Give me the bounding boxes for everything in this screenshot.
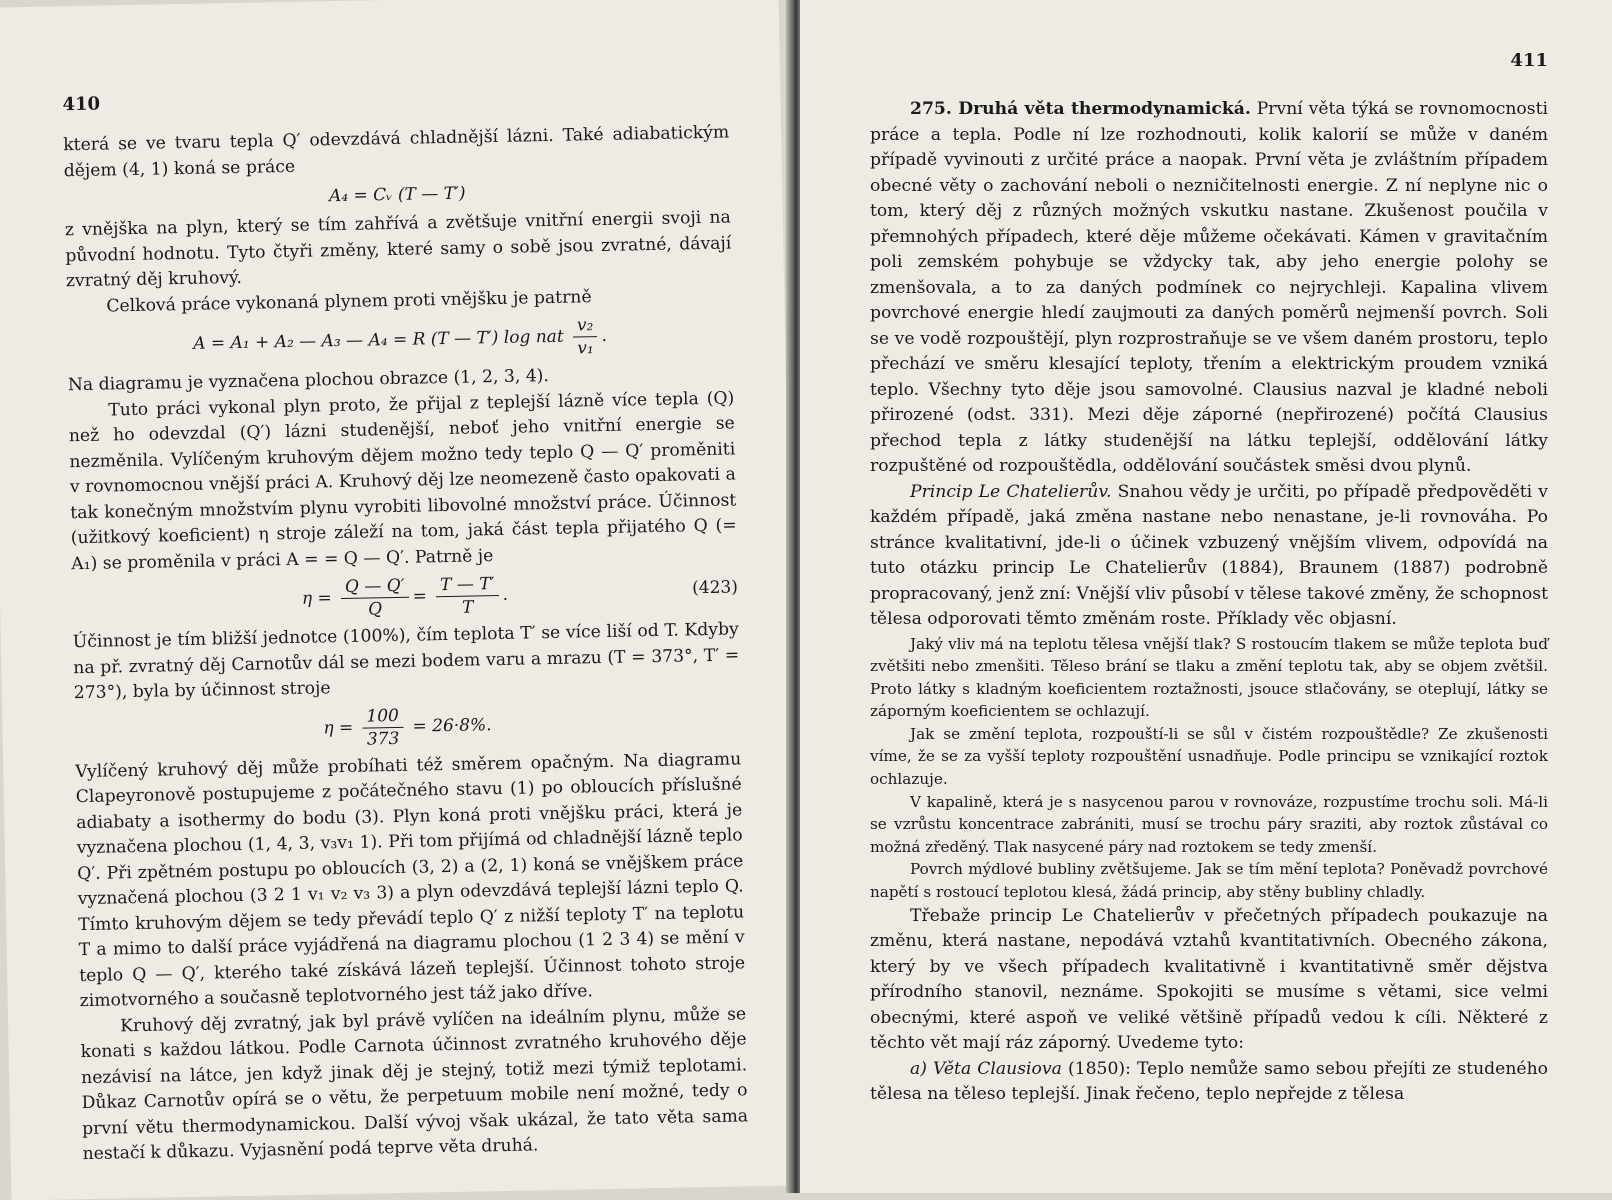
paragraph-lead: a) Věta Clausiova — [910, 1058, 1062, 1079]
numerator: v₂ — [573, 314, 598, 337]
right-page — [800, 0, 1612, 1193]
fraction — [436, 573, 499, 619]
paragraph-lead: Princip Le Chatelierův. — [910, 481, 1112, 502]
paragraph-text: (1850): Teplo nemůže samo sebou přejíti ze studeného tělesa na těleso teplejší. Jinak řečeno, teplo nepřejde z tělesa — [870, 1058, 1548, 1105]
paragraph: Třebaže princip Le Chatelierův v přečetných případech poukazuje na změnu, která nastane, nepodává vztahů kvantitativních. Obecného zákona, který by ve všech případech kvalitativně i kvantitativně směr dějstva přírodního stanovil, neznáme. Spokojiti se musíme s větami, sice velmi obecnými, které aspoň ve veliké většině případů vedou k cíli. Některé z těchto vět mají ráz záporný. Uvedeme tyto: — [870, 905, 1548, 1054]
equation-a4: A₄ = Cᵥ (T — T′) — [328, 183, 466, 207]
numerator: Q — Q′ — [341, 575, 409, 599]
page-number: 410 — [62, 93, 101, 116]
paragraph-text: Snahou vědy je určiti, po případě předpověděti v každém případě, jaká změna nastane nebo nenastane, je-li rovnováha. Po stránce kvalitativní, jde-li o účinek vzbuzený vnějším vlivem, odpovídá na tuto otázku princip Le Chatelierův (1884), Braunem (1887) podrobně propracovaný, jenž zní: Vnější vliv působí v tělese takové změny, že schopnost tělesa odporovati těmto změnám roste. Příklady věc objasní. — [870, 481, 1549, 629]
numerator: T — T′ — [436, 573, 499, 597]
paragraph — [870, 1057, 1548, 1108]
paragraph: Celková práce vykonaná plynem proti vnějšku je patrně — [106, 286, 592, 316]
paragraph: z vnějška na plyn, který se tím zahřívá a zvětšuje vnitřní energii svoji na původní hodnotu. Tyto čtyři změny, které samy o sobě jsou zvratné, dávají zvratný děj kruhový. — [64, 207, 732, 292]
example-paragraph: Jak se změní teplota, rozpouští-li se sůl v čistém rozpouštědle? Ze zkušenosti víme, že se za vyšší teploty rozpouštění usnadňuje. Podle principu se vznikající roztok ochlazuje. — [870, 724, 1548, 789]
example-paragraph: V kapalině, která je s nasycenou parou v rovnováze, rozpustíme trochu soli. Má-li se vzrůstu koncentrace zabrániti, musí se trochu páry sraziti, aby roztok zůstával co možná zředěný. Tlak nasycené páry nad roztokem se tedy zmenší. — [870, 792, 1548, 856]
fraction — [341, 575, 409, 621]
paragraph: Na diagramu je vyznačena plochou obrazce (1, 2, 3, 4). — [67, 366, 550, 396]
fraction — [362, 704, 403, 750]
equation-number: (423) — [691, 577, 739, 599]
denominator: v₁ — [577, 338, 594, 359]
fraction — [573, 314, 598, 359]
equation-lhs: η = — [301, 588, 332, 609]
example-paragraph: Jaký vliv má na teplotu tělesa vnější tlak? S rostoucím tlakem se může teplota buď zvětšiti nebo zmenšiti. Těleso brání se tlaku a změní teplotu tak, aby se objem zvětšil. Proto látky s kladným koeficientem roztažnosti, jsouce stlačovány, se oteplují, látky se záporným koeficientem se ochlazují. — [870, 634, 1548, 721]
paragraph: Účinnost je tím bližší jednotce (100%), čím teplota T′ se více liší od T. Kdyby na př. zvratný děj Carnotův dál se mezi bodem varu a mrazu (T = 373°, T′ = 273°), byla by účinnost stroje — [72, 619, 740, 704]
section-paragraph — [870, 97, 1548, 480]
paragraph: Kruhový děj zvratný, jak byl právě vylíčen na ideálním plynu, může se konati s každou látkou. Podle Carnota účinnost zvratného kruhového děje nezávisí na látce, jen když jinak děj je stejný, totiž mezi týmiž teplotami. Důkaz Carnotův opírá se o větu, že perpetuum mobile není možné, tedy o první větu thermodynamickou. Další vývoj však ukázal, že tato věta sama nestačí k důkazu. Vyjasnění podá teprve věta druhá. — [80, 1003, 749, 1165]
paragraph-text: První věta týká se rovnomocnosti práce a tepla. Podle ní lze rozhodnouti, kolik kalorií se může v daném případě vyvinouti z určité práce a naopak. První věta je zvláštním případem obecné věty o zachování neboli o nezničitelnosti energie. Z ní neplyne nic o tom, který děj z různých možných vskutku nastane. Zkušenost poučila v přemnohých případech, které děje můžeme očekávati. Kámen v gravitačním poli zemském pohybuje se vždycky tak, aby jeho energie polohy se zmenšovala, a to za daných podmínek co nejrychleji. Kapalina vlivem povrchové energie hledí zaujmouti za daných poměrů nejmenší povrch. Soli se ve vodě rozpouštějí, plyn rozprostraňuje se ve všem daném prostoru, teplo přechází ve směru klesající teploty, třením a elektrickým proudem vzniká teplo. Všechny tyto děje jsou samovolné. Clausius nazval je kladné neboli přirozené (odst. 331). Mezi děje záporné (nepřirozené) počítá Clausius přechod tepla z látky studenější na látku teplejší, oddělování látky rozpuštěné od rozpouštědla, oddělování součástek směsi dvou plynů. — [870, 99, 1548, 476]
paragraph: Vylíčený kruhový děj může probíhati též směrem opačným. Na diagramu Clapeyronově postupujeme z počátečného stavu (1) po obloucích příslušné adiabaty a isothermy do bodu (3). Plyn koná proti vnějšku práci, která je vyznačena plochou (1, 4, 3, v₃v₁ 1). Při tom přijímá od chladnější lázně teplo Q′. Při zpětném postupu po obloucích (3, 2) a (2, 1) koná se vnějškem práce vyznačená plochou (3 2 1 v₁ v₂ v₃ 3) a plyn odevzdává teplejší lázni teplo Q. Tímto kruhovým dějem se tedy převádí teplo Q′ z nižší teploty T′ na teplotu T a mimo to další práce vyjádřená na diagramu plochou (1 2 3 4) se mění v teplo Q — Q′, kterého také získává lázeň teplejší. Účinnost tohoto stroje zimotvorného a současně teplotvorného jest táž jako dříve. — [75, 748, 746, 1012]
equation-total-work: A = A₁ + A₂ — A₃ — A₄ = R (T — T′) log nat $\frac{\text{v₂}}{\text{v₁}}$ . — [193, 315, 608, 359]
equation-rhs: = 26·8%. — [412, 714, 492, 737]
left-page — [0, 0, 801, 1200]
equation-efficiency — [74, 698, 741, 756]
paragraph: Tuto práci vykonal plyn proto, že přijal z teplejší lázně více tepla (Q) než ho odevzdal (Q′) lázni studenější, neboť jeho vnitřní energie se nezměnila. Vylíčeným kruhovým dějem možno tedy teplo Q — Q′ proměniti v rovnomocnou vnější práci A. Kruhový děj lze neomezeně často opakovati a tak konečným množstvím plynu vyrobiti libovolné množství práce. Účinnost (užitkový koeficient) η stroje záleží na tom, jaká část tepla přijatého Q (= A₁) se proměnila v práci A = = Q — Q′. Patrně je — [68, 387, 737, 574]
numerator: 100 — [362, 704, 403, 728]
paragraph: která se ve tvaru tepla Q′ odevzdává chladnější lázni. Také adiabatickým dějem (4, 1) koná se práce — [63, 122, 730, 181]
section-heading: 275. Druhá věta thermodynamická. — [910, 99, 1251, 119]
denominator: Q — [367, 599, 383, 620]
denominator: T — [461, 597, 474, 618]
equation-lhs: η = — [323, 717, 354, 738]
equation-text: A = A₁ + A₂ — A₃ — A₄ = R (T — T′) log nat — [193, 326, 564, 354]
paragraph — [870, 480, 1548, 633]
denominator: 373 — [366, 728, 400, 750]
example-paragraph: Povrch mýdlové bubliny zvětšujeme. Jak se tím mění teplota? Poněvadž povrchové napětí s rostoucí teplotou klesá, žádá princip, aby stěny bubliny chladly. — [870, 860, 1548, 902]
equation-423: η = $\frac{Q — Q'}{Q}$ = $\frac{T — T'}{T}$ . (423) — [301, 574, 739, 620]
page-number: 411 — [1510, 50, 1548, 71]
